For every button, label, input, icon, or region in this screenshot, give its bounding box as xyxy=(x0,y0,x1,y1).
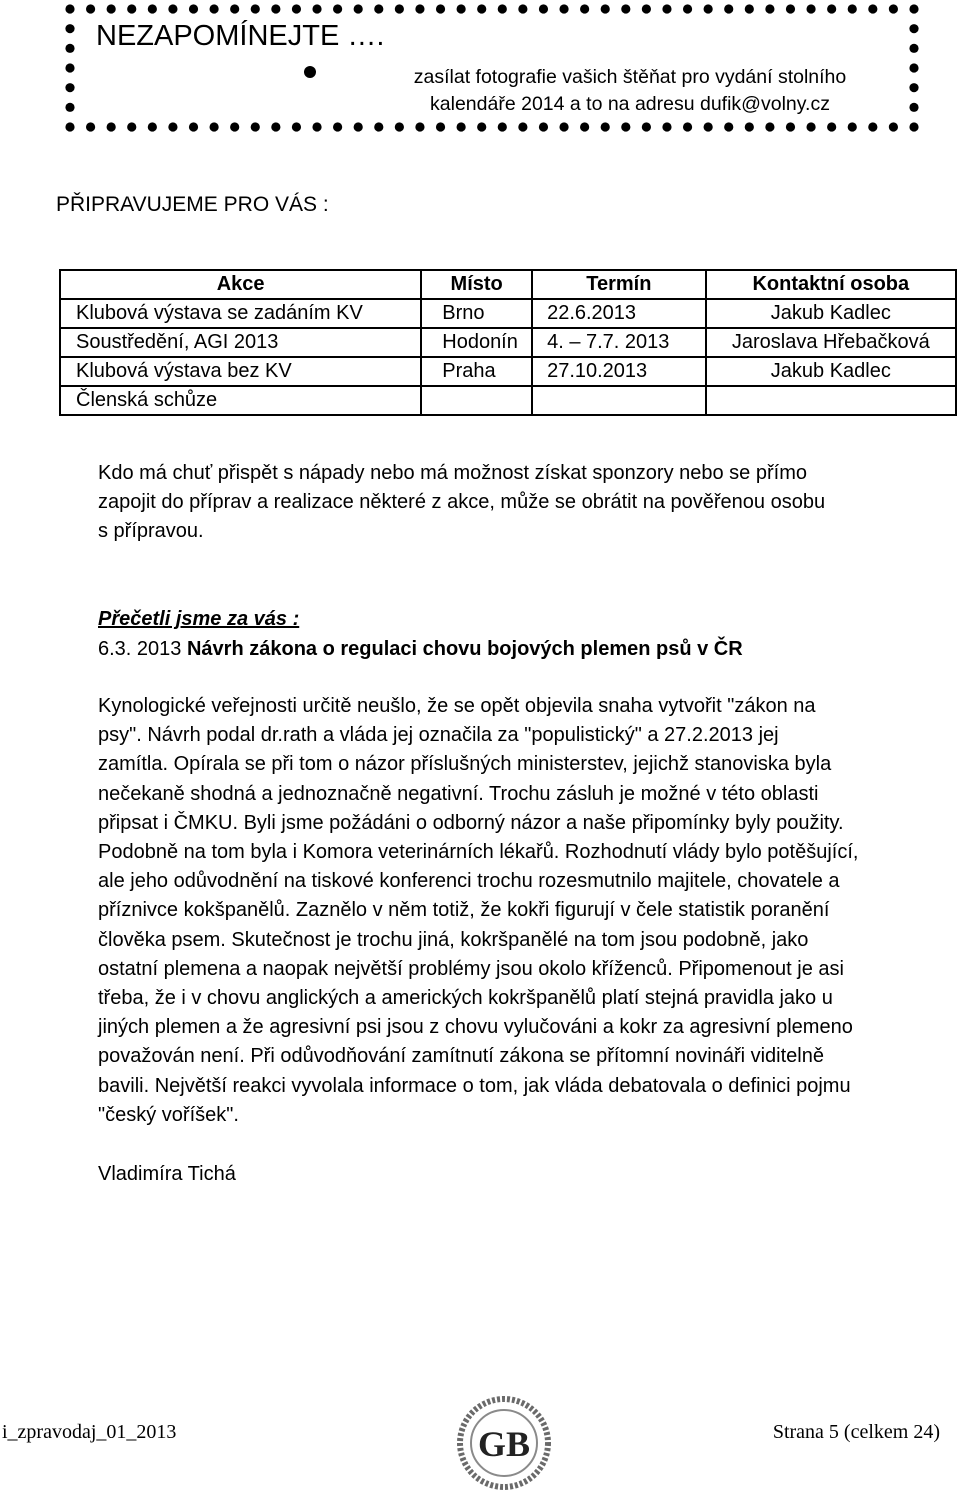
border-dot xyxy=(415,4,424,13)
cell-kontakt xyxy=(706,386,956,415)
cell-misto: Hodonín xyxy=(421,328,532,357)
border-dot xyxy=(683,4,692,13)
border-dot xyxy=(436,122,445,131)
border-dot xyxy=(230,122,239,131)
border-dot xyxy=(806,4,815,13)
border-dot xyxy=(148,4,157,13)
border-dot xyxy=(889,4,898,13)
table-row xyxy=(60,357,956,386)
border-dot xyxy=(642,4,651,13)
cell-akce: Členská schůze xyxy=(60,386,421,415)
border-dot xyxy=(642,122,651,131)
border-dot xyxy=(477,122,486,131)
border-dot xyxy=(580,4,589,13)
border-dot xyxy=(621,122,630,131)
border-dot xyxy=(374,122,383,131)
border-dot xyxy=(889,122,898,131)
table-row xyxy=(60,328,956,357)
article-author: Vladimíra Tichá xyxy=(98,1163,236,1185)
border-dot xyxy=(539,122,548,131)
border-dot xyxy=(848,4,857,13)
border-dot xyxy=(662,122,671,131)
article-body xyxy=(98,692,938,1130)
notice-message-line-2: kalendáře 2014 a to na adresu dufik@volny.cz xyxy=(430,93,830,115)
cell-misto: Brno xyxy=(421,299,532,328)
article-title: Návrh zákona o regulaci chovu bojových plemen psů v ČR xyxy=(186,638,743,660)
border-dot xyxy=(806,122,815,131)
border-dot xyxy=(86,4,95,13)
border-dot xyxy=(415,122,424,131)
intro-paragraph xyxy=(98,459,938,547)
header-misto: Místo xyxy=(421,270,532,299)
border-dot xyxy=(580,122,589,131)
cell-kontakt: Jakub Kadlec xyxy=(706,357,956,386)
border-dot xyxy=(827,122,836,131)
border-dot xyxy=(107,122,116,131)
cell-termin: 22.6.2013 xyxy=(532,299,706,328)
border-dot xyxy=(909,122,918,131)
cell-akce: Soustředění, AGI 2013 xyxy=(60,328,421,357)
border-dot xyxy=(601,4,610,13)
border-dot xyxy=(786,122,795,131)
footer-issue: i_zpravodaj_01_2013 xyxy=(2,1421,177,1443)
border-dot xyxy=(827,4,836,13)
border-dot xyxy=(765,122,774,131)
border-dot xyxy=(662,4,671,13)
border-dot xyxy=(559,4,568,13)
border-dot xyxy=(65,44,74,53)
border-dot xyxy=(909,44,918,53)
border-dot xyxy=(292,122,301,131)
cell-kontakt: Jakub Kadlec xyxy=(706,299,956,328)
border-dot xyxy=(724,4,733,13)
events-table xyxy=(59,269,957,416)
border-dot xyxy=(559,122,568,131)
header-akce: Akce xyxy=(60,270,421,299)
border-dot xyxy=(65,24,74,33)
border-dot xyxy=(457,4,466,13)
border-dot xyxy=(704,4,713,13)
border-dot xyxy=(312,4,321,13)
cell-termin: 27.10.2013 xyxy=(532,357,706,386)
border-dot xyxy=(251,4,260,13)
border-dot xyxy=(436,4,445,13)
border-dot xyxy=(848,122,857,131)
border-dot xyxy=(86,122,95,131)
border-dot xyxy=(65,103,74,112)
border-dot xyxy=(107,4,116,13)
border-dot xyxy=(251,122,260,131)
club-logo-icon xyxy=(456,1390,552,1496)
footer-page-number: Strana 5 (celkem 24) xyxy=(772,1421,940,1443)
notice-message-line-1: zasílat fotografie vašich štěňat pro vydání stolního xyxy=(413,66,847,88)
border-dot xyxy=(292,4,301,13)
border-dot xyxy=(868,4,877,13)
table-header-row xyxy=(60,270,956,299)
border-dot xyxy=(765,4,774,13)
table-row xyxy=(60,386,956,415)
notice-title: NEZAPOMÍNEJTE …. xyxy=(96,20,385,52)
article-body-text: Kynologické veřejnosti určitě neušlo, že se opět objevila snaha vytvořit "zákon na psy". Návrh podal dr.rath a vláda jej označila za "populistický" a 27.2.2013 jej zamítla. Opírala se při tom o názor příslušných ministerstev, jejichž stanoviska byla nečekaně shodná a jednoznačně negativní. Trochu zásluh je možné v této oblasti připsat i ČMKU. Byli jsme požádáni o odborný názor a naše připomínky byly použity. Podobně na tom byla i Komora veterinárních lékařů. Rozhodnutí vlády bylo potěšující, ale jeho odůvodnění na tiskové konferenci trochu rozesmutnilo majitele, chovatele a příznivce kokšpanělů. Zaznělo v něm totiž, že kokři figurují v čele statistik poranění člověka psem. Skutečnost je trochu jiná, kokršpanělé na tom jsou podobně, jako ostatní plemena a naopak největší problémy jsou okolo kříženců. Připomenout je asi třeba, že i v chovu anglických a amerických kokršpanělů platí stejná pravidla jako u jiných plemen a že agresivní psi jsou z chovu vylučováni a kokr za agresivní plemeno považován není. Při odůvodňování zamítnutí zákona se přítomní novináři viditelně bavili. Největší reakci vyvolala informace o tom, jak vláda debatovala o definici pojmu "český voříšek". xyxy=(98,695,859,1126)
border-dot xyxy=(312,122,321,131)
border-dot xyxy=(745,4,754,13)
border-dot xyxy=(518,122,527,131)
border-dot xyxy=(477,4,486,13)
article-headline xyxy=(98,636,743,662)
border-dot xyxy=(621,4,630,13)
border-dot xyxy=(518,4,527,13)
border-dot xyxy=(745,122,754,131)
border-dot xyxy=(395,122,404,131)
article-date: 6.3. 2013 xyxy=(98,638,182,660)
border-dot xyxy=(148,122,157,131)
border-dot xyxy=(189,4,198,13)
border-dot xyxy=(189,122,198,131)
border-dot xyxy=(168,4,177,13)
border-dot xyxy=(457,122,466,131)
read-for-you-heading: Přečetli jsme za vás : xyxy=(98,608,300,630)
border-dot xyxy=(724,122,733,131)
border-dot xyxy=(354,4,363,13)
cell-termin xyxy=(532,386,706,415)
border-dot xyxy=(333,122,342,131)
border-dot xyxy=(498,4,507,13)
table-row xyxy=(60,299,956,328)
border-dot xyxy=(704,122,713,131)
border-dot xyxy=(395,4,404,13)
header-termin: Termín xyxy=(532,270,706,299)
border-dot xyxy=(786,4,795,13)
border-dot xyxy=(909,4,918,13)
border-dot xyxy=(271,122,280,131)
border-dot xyxy=(127,4,136,13)
border-dot xyxy=(498,122,507,131)
border-dot xyxy=(868,122,877,131)
cell-misto: Praha xyxy=(421,357,532,386)
cell-misto xyxy=(421,386,532,415)
header-kontaktni-osoba: Kontaktní osoba xyxy=(706,270,956,299)
border-dot xyxy=(333,4,342,13)
bullet-icon xyxy=(304,66,316,78)
cell-akce: Klubová výstava bez KV xyxy=(60,357,421,386)
border-dot xyxy=(209,122,218,131)
logo-initials: GB xyxy=(477,1424,531,1464)
cell-kontakt: Jaroslava Hřebačková xyxy=(706,328,956,357)
border-dot xyxy=(374,4,383,13)
border-dot xyxy=(127,122,136,131)
border-dot xyxy=(230,4,239,13)
border-dot xyxy=(354,122,363,131)
notice-message xyxy=(340,64,920,118)
cell-akce: Klubová výstava se zadáním KV xyxy=(60,299,421,328)
section-title: PŘIPRAVUJEME PRO VÁS : xyxy=(56,193,329,216)
border-dot xyxy=(65,122,74,131)
border-dot xyxy=(168,122,177,131)
border-dot xyxy=(683,122,692,131)
border-dot xyxy=(209,4,218,13)
border-dot xyxy=(65,63,74,72)
border-dot xyxy=(65,4,74,13)
intro-text: Kdo má chuť přispět s nápady nebo má možnost získat sponzory nebo se přímo zapojit do příprav a realizace některé z akce, může se obrátit na pověřenou osobu s přípravou. xyxy=(98,462,826,543)
border-dot xyxy=(65,83,74,92)
border-dot xyxy=(271,4,280,13)
border-dot xyxy=(601,122,610,131)
cell-termin: 4. – 7.7. 2013 xyxy=(532,328,706,357)
border-dot xyxy=(539,4,548,13)
border-dot xyxy=(909,24,918,33)
